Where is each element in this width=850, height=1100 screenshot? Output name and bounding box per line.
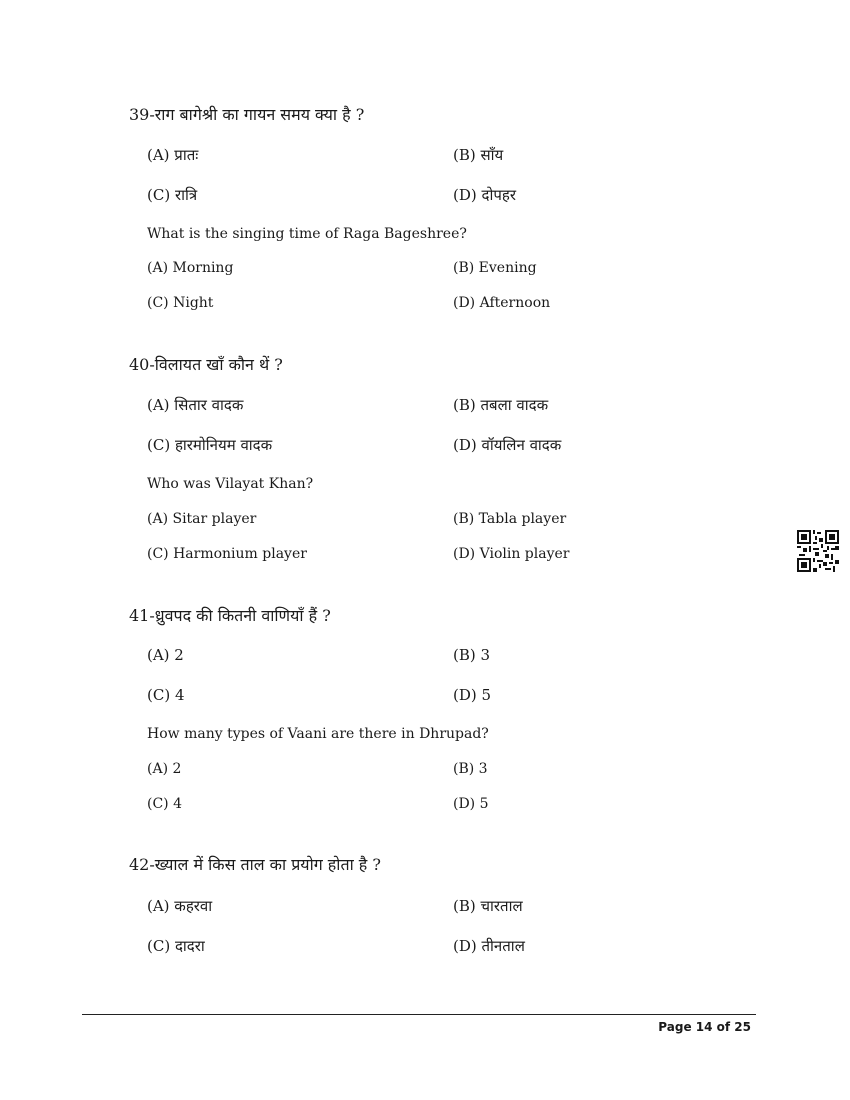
q40-hindi-option-b: (B) तबला वादक: [453, 396, 549, 414]
page-number: Page 14 of 25: [658, 1020, 751, 1034]
q41-hindi-option-a: (A) 2: [147, 646, 184, 664]
q42-hindi-option-d: (D) तीनताल: [453, 937, 525, 955]
q39-hindi-option-b: (B) साँय: [453, 146, 504, 164]
q42-hindi-option-b: (B) चारताल: [453, 897, 523, 915]
question-39-hindi: 39-राग बागेश्री का गायन समय क्या है ?: [129, 105, 365, 124]
q40-english-option-c: (C) Harmonium player: [147, 546, 307, 562]
q41-hindi-option-d: (D) 5: [453, 686, 492, 704]
q40-english-option-a: (A) Sitar player: [147, 511, 257, 527]
question-41-english: How many types of Vaani are there in Dhrupad?: [147, 726, 489, 742]
q39-english-option-c: (C) Night: [147, 295, 214, 311]
q41-hindi-option-b: (B) 3: [453, 646, 491, 664]
q40-hindi-option-c: (C) हारमोनियम वादक: [147, 436, 273, 454]
q40-hindi-option-a: (A) सितार वादक: [147, 396, 244, 414]
question-40-hindi: 40-विलायत खाँ कौन थें ?: [129, 355, 283, 374]
q41-english-option-b: (B) 3: [453, 761, 488, 777]
q39-english-option-b: (B) Evening: [453, 260, 537, 276]
q40-hindi-option-d: (D) वॉयलिन वादक: [453, 436, 562, 454]
q39-hindi-option-a: (A) प्रातः: [147, 146, 199, 164]
question-41-hindi: 41-ध्रुवपद की कितनी वाणियाँ हैं ?: [129, 606, 331, 625]
question-42-hindi: 42-ख्याल में किस ताल का प्रयोग होता है ?: [129, 855, 381, 874]
q41-english-option-c: (C) 4: [147, 796, 182, 812]
q41-english-option-a: (A) 2: [147, 761, 182, 777]
q40-english-option-b: (B) Tabla player: [453, 511, 567, 527]
q41-english-option-d: (D) 5: [453, 796, 489, 812]
q39-hindi-option-d: (D) दोपहर: [453, 186, 516, 204]
q42-hindi-option-a: (A) कहरवा: [147, 897, 213, 915]
question-40-english: Who was Vilayat Khan?: [147, 476, 314, 492]
q39-hindi-option-c: (C) रात्रि: [147, 186, 198, 204]
qr-code-icon: [797, 530, 839, 572]
q40-english-option-d: (D) Violin player: [453, 546, 570, 562]
question-39-english: What is the singing time of Raga Bageshree?: [147, 226, 467, 242]
footer-divider: [82, 1014, 756, 1015]
q39-english-option-a: (A) Morning: [147, 260, 234, 276]
q39-english-option-d: (D) Afternoon: [453, 295, 551, 311]
q42-hindi-option-c: (C) दादरा: [147, 937, 205, 955]
q41-hindi-option-c: (C) 4: [147, 686, 185, 704]
